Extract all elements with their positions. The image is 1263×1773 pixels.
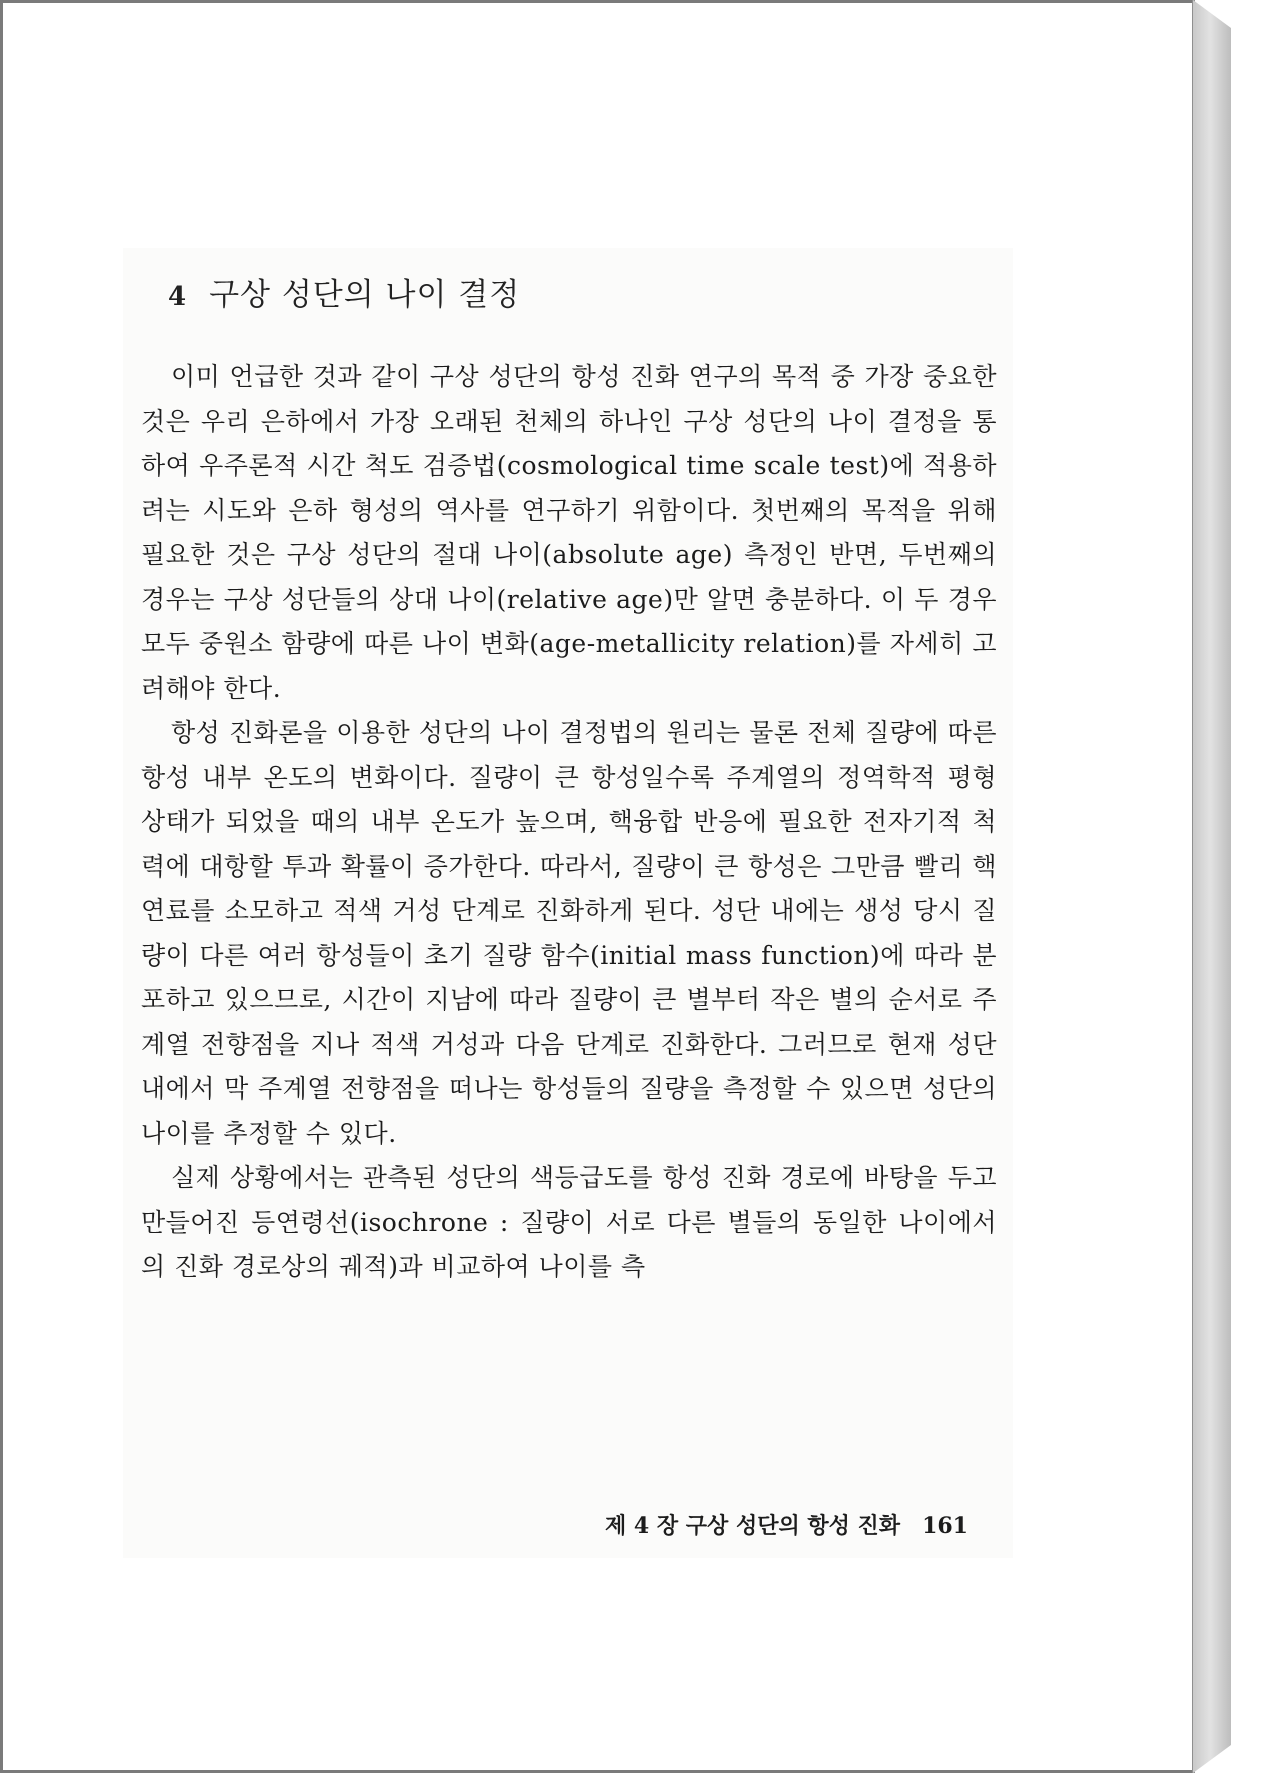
section-number: 4 (168, 282, 188, 312)
page-number: 161 (922, 1513, 968, 1539)
body-text (141, 355, 997, 1290)
paragraph-1: 이미 언급한 것과 같이 구상 성단의 항성 진화 연구의 목적 중 가장 중요한 것은 우리 은하에서 가장 오래된 천체의 하나인 구상 성단의 나이 결정을 통하여 우주론적 시간 척도 검증법(cosmological time scale test)에 적용하려는 시도와 은하 형성의 역사를 연구하기 위함이다. 첫번째의 목적을 위해 필요한 것은 구상 성단의 절대 나이(absolute age) 측정인 반면, 두번째의 경우는 구상 성단들의 상대 나이(relative age)만 알면 충분하다. 이 두 경우 모두 중원소 함량에 따른 나이 변화(age-metallicity relation)를 자세히 고려해야 한다. (141, 362, 997, 703)
section-title: 구상 성단의 나이 결정 (209, 277, 521, 313)
paragraph-3: 실제 상황에서는 관측된 성단의 색등급도를 항성 진화 경로에 바탕을 두고 만들어진 등연령선(isochrone : 질량이 서로 다른 별들의 동일한 나이에서의 진화 경로상의 궤적)과 비교하여 나이를 측 (141, 1163, 997, 1281)
running-head: 제 4 장 구상 성단의 항성 진화 (605, 1513, 901, 1539)
section-heading (168, 269, 520, 314)
page-footer (605, 1509, 968, 1540)
paragraph-2: 항성 진화론을 이용한 성단의 나이 결정법의 원리는 물론 전체 질량에 따른 항성 내부 온도의 변화이다. 질량이 큰 항성일수록 주계열의 정역학적 평형 상태가 되었을 때의 내부 온도가 높으며, 핵융합 반응에 필요한 전자기적 척력에 대항할 투과 확률이 증가한다. 따라서, 질량이 큰 항성은 그만큼 빨리 핵 연료를 소모하고 적색 거성 단계로 진화하게 된다. 성단 내에는 생성 당시 질량이 다른 여러 항성들이 초기 질량 함수(initial mass function)에 따라 분포하고 있으므로, 시간이 지남에 따라 질량이 큰 별부터 작은 별의 순서로 주계열 전향점을 지나 적색 거성과 다음 단계로 진화한다. 그러므로 현재 성단 내에서 막 주계열 전향점을 떠나는 항성들의 질량을 측정할 수 있으면 성단의 나이를 추정할 수 있다. (141, 718, 997, 1148)
page-edge (1193, 0, 1231, 1773)
